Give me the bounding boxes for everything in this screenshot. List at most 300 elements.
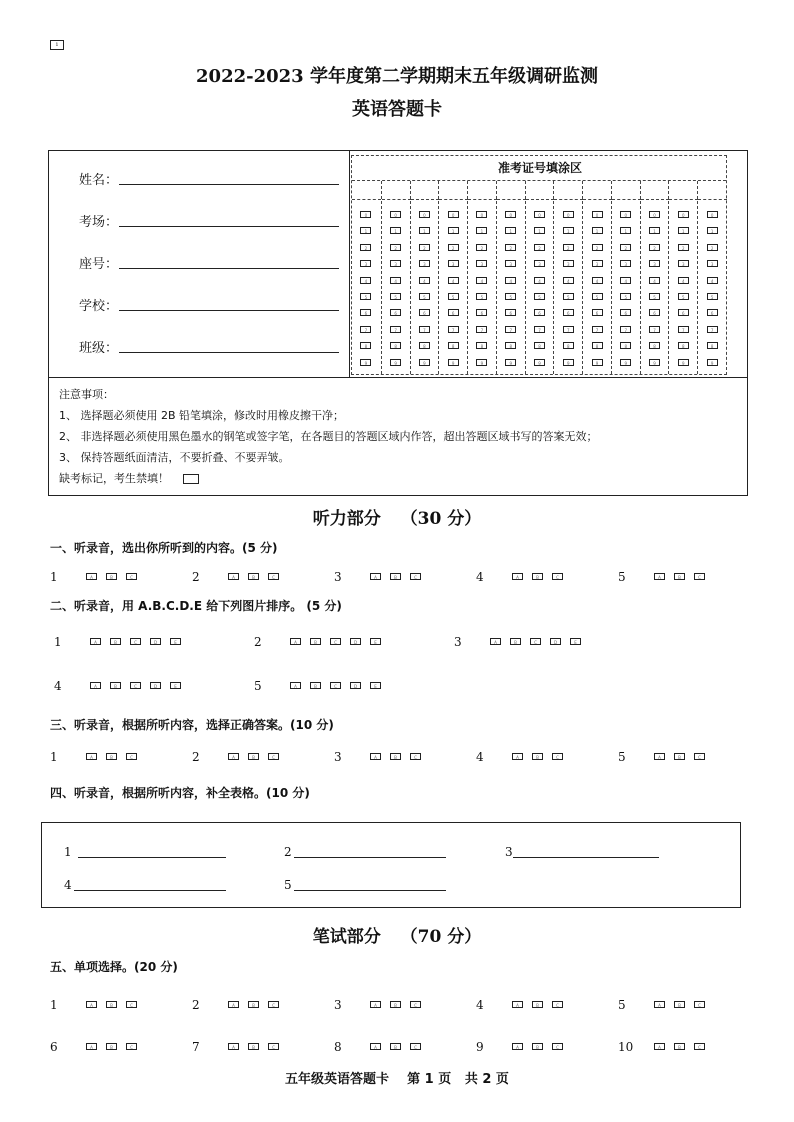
exam-id-digit-bubble[interactable]: 8 bbox=[678, 342, 689, 349]
exam-id-column bbox=[467, 181, 497, 374]
answer-option-bubble[interactable]: A bbox=[228, 1001, 239, 1008]
info-field-line[interactable] bbox=[119, 351, 339, 353]
exam-id-digit-bubble[interactable]: 0 bbox=[592, 211, 603, 218]
exam-id-digit-bubble[interactable]: 9 bbox=[678, 359, 689, 366]
exam-id-digit-bubble[interactable]: 5 bbox=[534, 293, 545, 300]
exam-id-digit-bubble[interactable]: 9 bbox=[592, 359, 603, 366]
exam-id-digit-bubble[interactable]: 0 bbox=[678, 211, 689, 218]
exam-id-digit-bubble[interactable]: 5 bbox=[649, 293, 660, 300]
answer-option-bubble[interactable]: C bbox=[694, 1001, 705, 1008]
answer-option-bubble[interactable]: D bbox=[150, 638, 161, 645]
answer-option-bubble[interactable]: B bbox=[106, 753, 117, 760]
exam-id-digit-bubble[interactable]: 8 bbox=[419, 342, 430, 349]
exam-id-digit-bubble[interactable]: 5 bbox=[678, 293, 689, 300]
listening-heading bbox=[0, 504, 794, 529]
exam-id-column bbox=[410, 181, 440, 374]
exam-id-digit-bubble[interactable]: 6 bbox=[620, 309, 631, 316]
answer-option-bubble[interactable]: B bbox=[110, 682, 121, 689]
notice-item-3: 3、 保持答题纸面清洁，不要折叠、不要弄皱。 bbox=[59, 451, 290, 464]
exam-id-digit-bubble[interactable]: 3 bbox=[360, 260, 371, 267]
exam-id-digit-bubble[interactable]: 0 bbox=[476, 211, 487, 218]
answer-option-bubble[interactable]: C bbox=[126, 753, 137, 760]
exam-id-digit-bubble[interactable]: 7 bbox=[448, 326, 459, 333]
exam-id-digit-bubble[interactable]: 9 bbox=[534, 359, 545, 366]
exam-id-digit-bubble[interactable]: 6 bbox=[448, 309, 459, 316]
exam-id-digit-bubble[interactable]: 9 bbox=[563, 359, 574, 366]
exam-id-column bbox=[525, 181, 555, 374]
exam-id-digit-bubble[interactable]: 2 bbox=[563, 244, 574, 251]
fill-blank-number-2: 2 bbox=[284, 845, 292, 859]
question-number: 8 bbox=[334, 1039, 342, 1054]
answer-option-bubble[interactable]: A bbox=[654, 573, 665, 580]
exam-id-digit-bubble[interactable]: 9 bbox=[360, 359, 371, 366]
exam-id-digit-bubble[interactable]: 8 bbox=[448, 342, 459, 349]
question-number: 3 bbox=[334, 749, 342, 764]
answer-option-bubble[interactable]: C bbox=[126, 1043, 137, 1050]
answer-option-bubble[interactable]: B bbox=[532, 1043, 543, 1050]
section-1-answers bbox=[50, 566, 750, 586]
exam-id-digit-bubble[interactable]: 0 bbox=[649, 211, 660, 218]
question-number: 6 bbox=[50, 1039, 58, 1054]
info-field-label: 班级： bbox=[79, 341, 119, 356]
question-answer-group bbox=[476, 1036, 572, 1055]
exam-id-digit-bubble[interactable]: 7 bbox=[678, 326, 689, 333]
exam-id-digit-bubble[interactable]: 4 bbox=[419, 277, 430, 284]
section-4-answer-box bbox=[41, 822, 741, 908]
exam-id-digit-bubble[interactable]: 3 bbox=[390, 260, 401, 267]
exam-id-digit-bubble[interactable]: 3 bbox=[505, 260, 516, 267]
answer-option-bubble[interactable]: E bbox=[370, 682, 381, 689]
answer-option-bubble[interactable]: A bbox=[370, 1001, 381, 1008]
answer-option-bubble[interactable]: B bbox=[674, 1001, 685, 1008]
question-number: 2 bbox=[192, 749, 200, 764]
fill-blank-line-2[interactable] bbox=[294, 843, 446, 858]
answer-option-bubble[interactable]: B bbox=[674, 753, 685, 760]
exam-id-digit-bubble[interactable]: 5 bbox=[620, 293, 631, 300]
absent-mark-box[interactable] bbox=[183, 474, 199, 484]
exam-id-digit-bubble[interactable]: 6 bbox=[390, 309, 401, 316]
exam-id-digit-bubble[interactable]: 7 bbox=[563, 326, 574, 333]
answer-option-bubble[interactable]: B bbox=[248, 753, 259, 760]
question-answer-group bbox=[50, 566, 146, 585]
question-answer-group bbox=[54, 675, 190, 694]
question-answer-group bbox=[334, 994, 430, 1013]
exam-id-write-cell[interactable] bbox=[439, 181, 468, 200]
exam-id-digit-bubble[interactable]: 1 bbox=[534, 227, 545, 234]
section-5-answers-row-1 bbox=[50, 994, 750, 1014]
answer-option-bubble[interactable]: B bbox=[532, 573, 543, 580]
exam-id-digit-bubble[interactable]: 6 bbox=[592, 309, 603, 316]
section-2-answers-row-1 bbox=[50, 631, 750, 651]
exam-id-digit-bubble[interactable]: 9 bbox=[448, 359, 459, 366]
exam-id-digit-bubble[interactable]: 9 bbox=[390, 359, 401, 366]
page-marker: 1 bbox=[50, 40, 64, 50]
exam-id-digit-bubble[interactable]: 1 bbox=[707, 227, 718, 234]
info-field-line[interactable] bbox=[119, 309, 339, 311]
answer-option-bubble[interactable]: B bbox=[248, 1001, 259, 1008]
info-box bbox=[48, 150, 748, 378]
exam-id-write-cell[interactable] bbox=[497, 181, 526, 200]
answer-option-bubble[interactable]: B bbox=[532, 753, 543, 760]
exam-id-digit-bubble[interactable]: 2 bbox=[390, 244, 401, 251]
exam-id-digit-bubble[interactable]: 8 bbox=[360, 342, 371, 349]
exam-id-write-cell[interactable] bbox=[698, 181, 727, 200]
notice-box bbox=[48, 378, 748, 496]
exam-id-digit-bubble[interactable]: 8 bbox=[563, 342, 574, 349]
exam-id-digit-bubble[interactable]: 2 bbox=[649, 244, 660, 251]
question-answer-group bbox=[476, 994, 572, 1013]
exam-id-digit-bubble[interactable]: 6 bbox=[563, 309, 574, 316]
exam-id-digit-bubble[interactable]: 7 bbox=[620, 326, 631, 333]
answer-option-bubble[interactable]: A bbox=[228, 1043, 239, 1050]
answer-option-bubble[interactable]: A bbox=[370, 753, 381, 760]
writing-title: 笔试部分 bbox=[312, 927, 381, 947]
exam-id-digit-bubble[interactable]: 5 bbox=[419, 293, 430, 300]
answer-option-bubble[interactable]: D bbox=[350, 638, 361, 645]
answer-option-bubble[interactable]: C bbox=[694, 573, 705, 580]
exam-id-digit-bubble[interactable]: 3 bbox=[563, 260, 574, 267]
answer-option-bubble[interactable]: D bbox=[150, 682, 161, 689]
exam-id-write-cell[interactable] bbox=[411, 181, 440, 200]
exam-id-digit-bubble[interactable]: 0 bbox=[448, 211, 459, 218]
exam-id-digit-bubble[interactable]: 4 bbox=[505, 277, 516, 284]
answer-option-bubble[interactable]: C bbox=[268, 1043, 279, 1050]
exam-id-digit-bubble[interactable]: 9 bbox=[707, 359, 718, 366]
answer-option-bubble[interactable]: A bbox=[512, 573, 523, 580]
answer-option-bubble[interactable]: B bbox=[248, 573, 259, 580]
exam-id-digit-bubble[interactable]: 6 bbox=[707, 309, 718, 316]
exam-id-digit-bubble[interactable]: 1 bbox=[649, 227, 660, 234]
answer-option-bubble[interactable]: A bbox=[512, 1043, 523, 1050]
exam-id-digit-bubble[interactable]: 7 bbox=[649, 326, 660, 333]
fill-blank-line-1[interactable] bbox=[78, 843, 226, 858]
exam-id-digit-bubble[interactable]: 3 bbox=[649, 260, 660, 267]
question-number: 1 bbox=[50, 569, 58, 584]
notice-heading: 注意事项： bbox=[59, 388, 114, 401]
fill-blank-number-5: 5 bbox=[284, 878, 292, 892]
exam-id-digit-bubble[interactable]: 5 bbox=[592, 293, 603, 300]
exam-id-digit-bubble[interactable]: 9 bbox=[505, 359, 516, 366]
answer-option-bubble[interactable]: C bbox=[410, 1043, 421, 1050]
exam-id-digit-bubble[interactable]: 7 bbox=[534, 326, 545, 333]
exam-id-digit-bubble[interactable]: 3 bbox=[678, 260, 689, 267]
section-4-title: 四、听录音，根据所听内容，补全表格。(10 分) bbox=[50, 786, 310, 800]
exam-id-digit-bubble[interactable]: 6 bbox=[476, 309, 487, 316]
exam-id-digit-bubble[interactable]: 1 bbox=[390, 227, 401, 234]
answer-option-bubble[interactable]: A bbox=[654, 1001, 665, 1008]
exam-id-digit-bubble[interactable]: 4 bbox=[649, 277, 660, 284]
question-answer-group bbox=[192, 1036, 288, 1055]
exam-id-digit-bubble[interactable]: 2 bbox=[534, 244, 545, 251]
answer-option-bubble[interactable]: C bbox=[552, 573, 563, 580]
info-field-line[interactable] bbox=[119, 267, 339, 269]
answer-option-bubble[interactable]: C bbox=[694, 1043, 705, 1050]
exam-id-digit-bubble[interactable]: 8 bbox=[592, 342, 603, 349]
exam-id-write-cell[interactable] bbox=[612, 181, 641, 200]
answer-option-bubble[interactable]: B bbox=[390, 1043, 401, 1050]
exam-id-digit-bubble[interactable]: 7 bbox=[707, 326, 718, 333]
answer-option-bubble[interactable]: B bbox=[390, 1001, 401, 1008]
section-5-answers-row-2 bbox=[50, 1036, 750, 1056]
answer-option-bubble[interactable]: C bbox=[130, 682, 141, 689]
answer-option-bubble[interactable]: C bbox=[268, 573, 279, 580]
question-answer-group bbox=[454, 631, 590, 650]
info-fields bbox=[49, 151, 349, 379]
exam-id-digit-bubble[interactable]: 6 bbox=[678, 309, 689, 316]
answer-option-bubble[interactable]: A bbox=[290, 638, 301, 645]
exam-id-digit-bubble[interactable]: 1 bbox=[505, 227, 516, 234]
answer-option-bubble[interactable]: A bbox=[370, 573, 381, 580]
answer-option-bubble[interactable]: B bbox=[106, 1001, 117, 1008]
exam-id-digit-bubble[interactable]: 5 bbox=[390, 293, 401, 300]
exam-id-digit-bubble[interactable]: 7 bbox=[592, 326, 603, 333]
exam-id-digit-bubble[interactable]: 8 bbox=[620, 342, 631, 349]
answer-option-bubble[interactable]: A bbox=[86, 573, 97, 580]
exam-id-digit-bubble[interactable]: 0 bbox=[505, 211, 516, 218]
answer-option-bubble[interactable]: A bbox=[370, 1043, 381, 1050]
exam-id-digit-bubble[interactable]: 2 bbox=[448, 244, 459, 251]
exam-id-digit-bubble[interactable]: 0 bbox=[419, 211, 430, 218]
answer-option-bubble[interactable]: C bbox=[268, 753, 279, 760]
answer-option-bubble[interactable]: A bbox=[654, 1043, 665, 1050]
question-number: 5 bbox=[254, 678, 262, 693]
answer-option-bubble[interactable]: A bbox=[86, 1043, 97, 1050]
answer-option-bubble[interactable]: E bbox=[570, 638, 581, 645]
exam-id-digit-bubble[interactable]: 4 bbox=[620, 277, 631, 284]
exam-id-digit-bubble[interactable]: 2 bbox=[678, 244, 689, 251]
exam-id-digit-bubble[interactable]: 6 bbox=[419, 309, 430, 316]
exam-id-digit-bubble[interactable]: 1 bbox=[563, 227, 574, 234]
answer-option-bubble[interactable]: C bbox=[330, 638, 341, 645]
exam-id-digit-bubble[interactable]: 2 bbox=[419, 244, 430, 251]
exam-id-digit-bubble[interactable]: 5 bbox=[563, 293, 574, 300]
page-subtitle: 英语答题卡 bbox=[352, 99, 442, 120]
exam-id-digit-bubble[interactable]: 5 bbox=[476, 293, 487, 300]
exam-id-digit-bubble[interactable]: 6 bbox=[649, 309, 660, 316]
answer-option-bubble[interactable]: B bbox=[674, 1043, 685, 1050]
answer-option-bubble[interactable]: D bbox=[550, 638, 561, 645]
listening-title: 听力部分 bbox=[312, 509, 381, 529]
exam-id-digit-bubble[interactable]: 1 bbox=[678, 227, 689, 234]
info-field-line[interactable] bbox=[119, 183, 339, 185]
answer-option-bubble[interactable]: C bbox=[130, 638, 141, 645]
answer-option-bubble[interactable]: C bbox=[552, 1043, 563, 1050]
exam-id-digit-bubble[interactable]: 0 bbox=[360, 211, 371, 218]
answer-option-bubble[interactable]: B bbox=[674, 573, 685, 580]
exam-id-write-cell[interactable] bbox=[382, 181, 411, 200]
question-answer-group bbox=[334, 746, 430, 765]
answer-option-bubble[interactable]: A bbox=[512, 753, 523, 760]
exam-id-write-cell[interactable] bbox=[669, 181, 698, 200]
exam-id-digit-bubble[interactable]: 4 bbox=[563, 277, 574, 284]
exam-id-digit-bubble[interactable]: 0 bbox=[620, 211, 631, 218]
exam-id-digit-bubble[interactable]: 2 bbox=[620, 244, 631, 251]
answer-option-bubble[interactable]: B bbox=[390, 573, 401, 580]
exam-id-digit-bubble[interactable]: 0 bbox=[707, 211, 718, 218]
answer-option-bubble[interactable]: C bbox=[530, 638, 541, 645]
exam-id-digit-bubble[interactable]: 8 bbox=[476, 342, 487, 349]
exam-id-digit-bubble[interactable]: 6 bbox=[534, 309, 545, 316]
question-number: 7 bbox=[192, 1039, 200, 1054]
answer-option-bubble[interactable]: C bbox=[330, 682, 341, 689]
answer-option-bubble[interactable]: A bbox=[654, 753, 665, 760]
exam-id-digit-bubble[interactable]: 5 bbox=[707, 293, 718, 300]
exam-id-digit-bubble[interactable]: 7 bbox=[476, 326, 487, 333]
exam-id-digit-bubble[interactable]: 1 bbox=[448, 227, 459, 234]
exam-id-digit-bubble[interactable]: 3 bbox=[707, 260, 718, 267]
answer-option-bubble[interactable]: C bbox=[410, 753, 421, 760]
exam-id-digit-bubble[interactable]: 1 bbox=[419, 227, 430, 234]
exam-id-write-cell[interactable] bbox=[352, 181, 381, 200]
exam-id-digit-bubble[interactable]: 3 bbox=[448, 260, 459, 267]
exam-id-digit-bubble[interactable]: 4 bbox=[678, 277, 689, 284]
exam-id-digit-bubble[interactable]: 8 bbox=[649, 342, 660, 349]
section-3-title: 三、听录音，根据所听内容，选择正确答案。(10 分) bbox=[50, 718, 334, 732]
answer-option-bubble[interactable]: C bbox=[552, 753, 563, 760]
exam-id-digit-bubble[interactable]: 3 bbox=[476, 260, 487, 267]
answer-option-bubble[interactable]: A bbox=[290, 682, 301, 689]
answer-option-bubble[interactable]: B bbox=[390, 753, 401, 760]
exam-id-digit-bubble[interactable]: 4 bbox=[390, 277, 401, 284]
exam-id-digit-bubble[interactable]: 1 bbox=[476, 227, 487, 234]
exam-id-write-cell[interactable] bbox=[554, 181, 583, 200]
exam-id-digit-bubble[interactable]: 6 bbox=[505, 309, 516, 316]
exam-id-digit-bubble[interactable]: 8 bbox=[505, 342, 516, 349]
notice-item-1: 1、 选择题必须使用 2B 铅笔填涂，修改时用橡皮擦干净； bbox=[59, 409, 345, 422]
exam-id-digit-bubble[interactable]: 3 bbox=[419, 260, 430, 267]
answer-option-bubble[interactable]: E bbox=[370, 638, 381, 645]
exam-id-write-cell[interactable] bbox=[583, 181, 612, 200]
fill-blank-number-4: 4 bbox=[64, 878, 72, 892]
exam-id-digit-bubble[interactable]: 6 bbox=[360, 309, 371, 316]
writing-heading bbox=[0, 922, 794, 947]
answer-option-bubble[interactable]: B bbox=[310, 682, 321, 689]
exam-id-digit-bubble[interactable]: 9 bbox=[476, 359, 487, 366]
answer-option-bubble[interactable]: B bbox=[248, 1043, 259, 1050]
question-answer-group bbox=[476, 566, 572, 585]
exam-id-digit-bubble[interactable]: 4 bbox=[592, 277, 603, 284]
exam-id-write-cell[interactable] bbox=[526, 181, 555, 200]
exam-id-digit-bubble[interactable]: 4 bbox=[476, 277, 487, 284]
question-answer-group bbox=[192, 566, 288, 585]
exam-id-digit-bubble[interactable]: 0 bbox=[563, 211, 574, 218]
fill-blank-line-3[interactable] bbox=[513, 843, 659, 858]
exam-id-digit-bubble[interactable]: 9 bbox=[620, 359, 631, 366]
exam-id-column bbox=[496, 181, 526, 374]
exam-id-digit-bubble[interactable]: 3 bbox=[534, 260, 545, 267]
section-1-title: 一、听录音，选出你所听到的内容。(5 分) bbox=[50, 541, 278, 555]
answer-option-bubble[interactable]: D bbox=[350, 682, 361, 689]
exam-id-column bbox=[611, 181, 641, 374]
exam-id-digit-bubble[interactable]: 4 bbox=[534, 277, 545, 284]
question-number: 1 bbox=[50, 749, 58, 764]
exam-id-column bbox=[553, 181, 583, 374]
exam-id-digit-bubble[interactable]: 8 bbox=[707, 342, 718, 349]
exam-id-digit-bubble[interactable]: 7 bbox=[360, 326, 371, 333]
question-answer-group bbox=[618, 566, 714, 585]
fill-blank-line-4[interactable] bbox=[74, 876, 226, 891]
fill-blank-line-5[interactable] bbox=[294, 876, 446, 891]
exam-id-digit-bubble[interactable]: 4 bbox=[448, 277, 459, 284]
fill-blank-number-3: 3 bbox=[505, 845, 513, 859]
exam-id-digit-bubble[interactable]: 4 bbox=[360, 277, 371, 284]
exam-id-digit-bubble[interactable]: 5 bbox=[505, 293, 516, 300]
section-2-title: 二、听录音，用 A.B.C.D.E 给下列图片排序。 (5 分) bbox=[50, 599, 342, 613]
answer-option-bubble[interactable]: B bbox=[106, 573, 117, 580]
question-number: 5 bbox=[618, 749, 626, 764]
exam-id-digit-bubble[interactable]: 5 bbox=[360, 293, 371, 300]
answer-option-bubble[interactable]: C bbox=[268, 1001, 279, 1008]
exam-id-digit-bubble[interactable]: 8 bbox=[390, 342, 401, 349]
answer-option-bubble[interactable]: C bbox=[126, 573, 137, 580]
exam-id-digit-bubble[interactable]: 2 bbox=[505, 244, 516, 251]
exam-id-digit-bubble[interactable]: 9 bbox=[649, 359, 660, 366]
exam-id-digit-bubble[interactable]: 2 bbox=[592, 244, 603, 251]
exam-id-digit-bubble[interactable]: 8 bbox=[534, 342, 545, 349]
info-field-line[interactable] bbox=[119, 225, 339, 227]
answer-option-bubble[interactable]: A bbox=[490, 638, 501, 645]
exam-id-digit-bubble[interactable]: 2 bbox=[707, 244, 718, 251]
exam-id-digit-bubble[interactable]: 7 bbox=[390, 326, 401, 333]
exam-id-digit-bubble[interactable]: 2 bbox=[360, 244, 371, 251]
answer-option-bubble[interactable]: B bbox=[510, 638, 521, 645]
exam-id-digit-bubble[interactable]: 1 bbox=[360, 227, 371, 234]
fill-blank-number-1: 1 bbox=[64, 845, 72, 859]
answer-option-bubble[interactable]: A bbox=[228, 753, 239, 760]
exam-id-digit-bubble[interactable]: 3 bbox=[620, 260, 631, 267]
answer-option-bubble[interactable]: C bbox=[410, 1001, 421, 1008]
answer-option-bubble[interactable]: A bbox=[86, 1001, 97, 1008]
exam-id-digit-bubble[interactable]: 3 bbox=[592, 260, 603, 267]
answer-option-bubble[interactable]: C bbox=[694, 753, 705, 760]
exam-id-title: 准考证号填涂区 bbox=[497, 161, 582, 175]
exam-id-column bbox=[438, 181, 468, 374]
question-number: 5 bbox=[618, 997, 626, 1012]
answer-option-bubble[interactable]: C bbox=[126, 1001, 137, 1008]
exam-id-digit-bubble[interactable]: 7 bbox=[419, 326, 430, 333]
question-answer-group bbox=[618, 746, 714, 765]
answer-option-bubble[interactable]: A bbox=[86, 753, 97, 760]
exam-id-write-cell[interactable] bbox=[641, 181, 670, 200]
exam-id-digit-bubble[interactable]: 7 bbox=[505, 326, 516, 333]
exam-id-digit-bubble[interactable]: 4 bbox=[707, 277, 718, 284]
answer-option-bubble[interactable]: B bbox=[110, 638, 121, 645]
info-field-label: 学校： bbox=[79, 299, 119, 314]
answer-option-bubble[interactable]: A bbox=[90, 682, 101, 689]
answer-option-bubble[interactable]: C bbox=[410, 573, 421, 580]
answer-option-bubble[interactable]: A bbox=[512, 1001, 523, 1008]
answer-option-bubble[interactable]: A bbox=[228, 573, 239, 580]
answer-option-bubble[interactable]: A bbox=[90, 638, 101, 645]
answer-option-bubble[interactable]: C bbox=[552, 1001, 563, 1008]
exam-id-digit-bubble[interactable]: 5 bbox=[448, 293, 459, 300]
answer-option-bubble[interactable]: E bbox=[170, 682, 181, 689]
answer-option-bubble[interactable]: B bbox=[310, 638, 321, 645]
exam-id-digit-bubble[interactable]: 0 bbox=[390, 211, 401, 218]
answer-option-bubble[interactable]: B bbox=[106, 1043, 117, 1050]
exam-id-digit-bubble[interactable]: 9 bbox=[419, 359, 430, 366]
answer-option-bubble[interactable]: B bbox=[532, 1001, 543, 1008]
exam-id-digit-bubble[interactable]: 2 bbox=[476, 244, 487, 251]
question-answer-group bbox=[192, 994, 288, 1013]
exam-id-write-cell[interactable] bbox=[468, 181, 497, 200]
exam-id-digit-bubble[interactable]: 1 bbox=[592, 227, 603, 234]
exam-id-column bbox=[668, 181, 698, 374]
exam-id-digit-bubble[interactable]: 0 bbox=[534, 211, 545, 218]
exam-id-digit-bubble[interactable]: 1 bbox=[620, 227, 631, 234]
question-answer-group bbox=[618, 994, 714, 1013]
answer-option-bubble[interactable]: E bbox=[170, 638, 181, 645]
